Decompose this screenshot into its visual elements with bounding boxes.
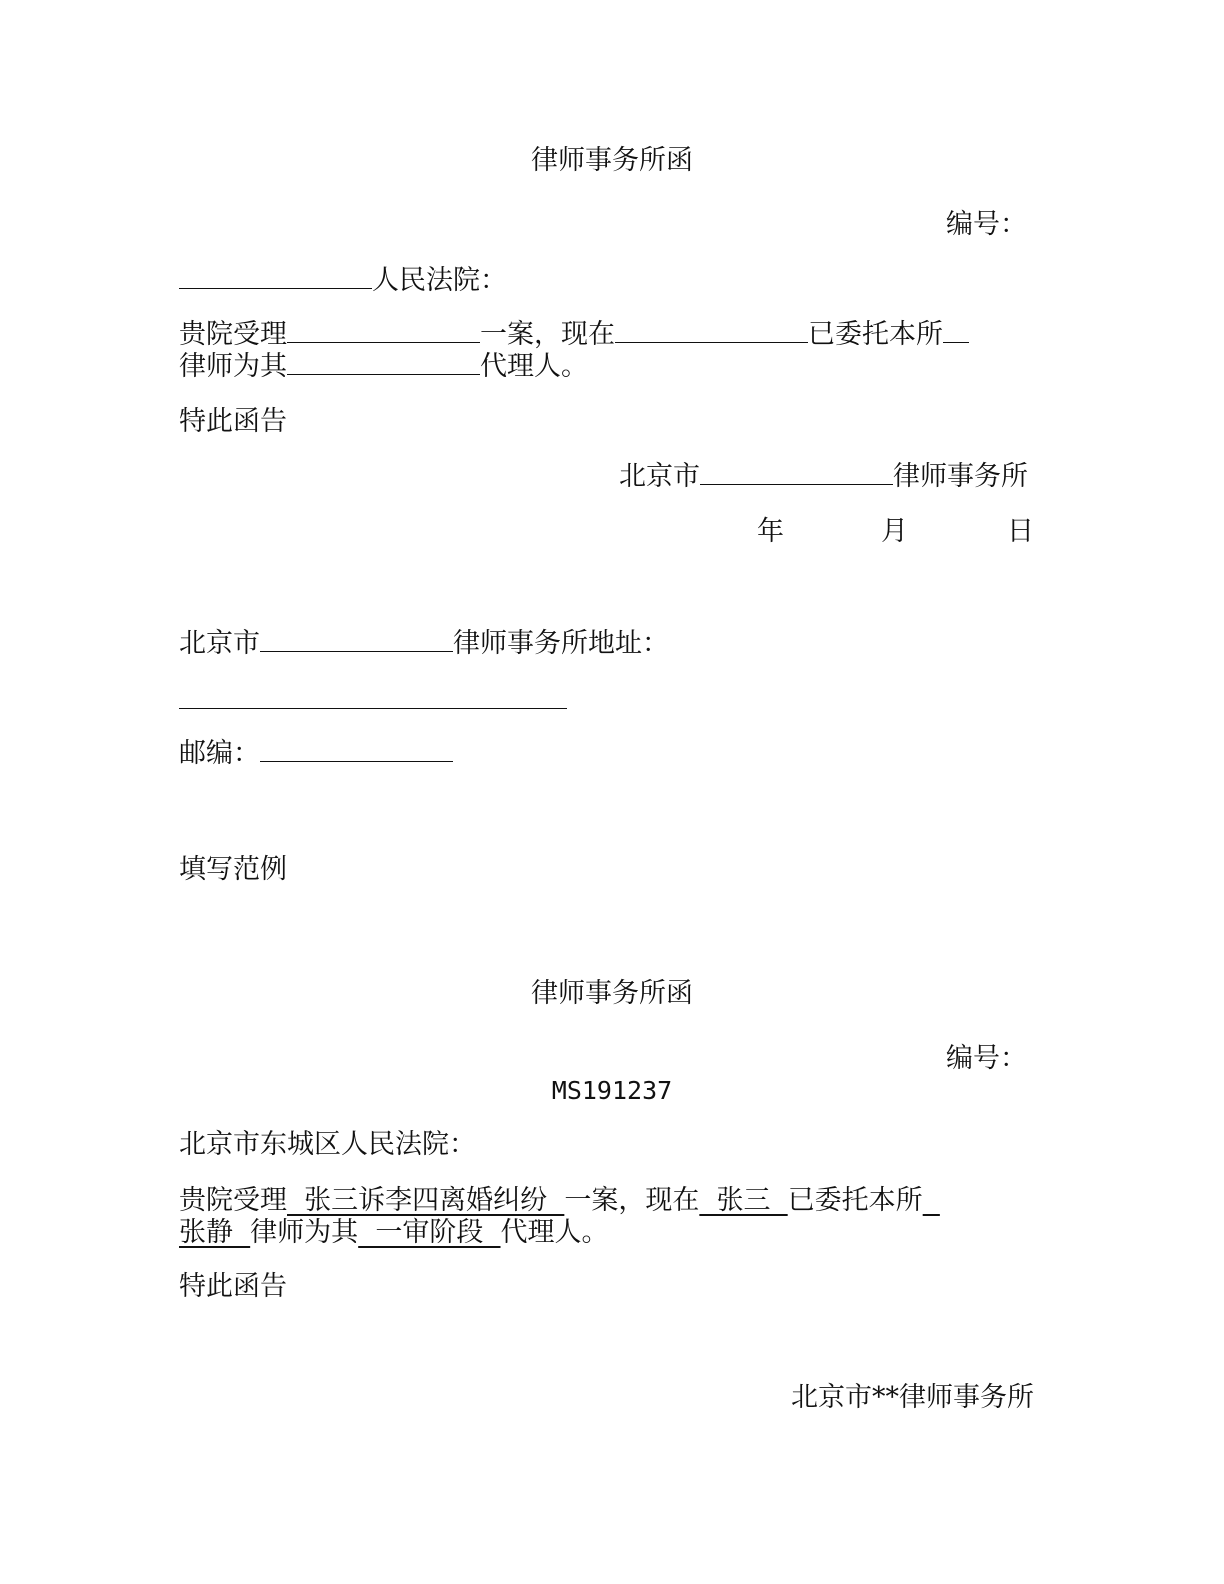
template-title: 律师事务所函 xyxy=(531,145,693,176)
example-number-label: 编号： xyxy=(946,1043,1027,1074)
example-court: 北京市东城区人民法院： xyxy=(179,1129,476,1160)
case-blank[interactable] xyxy=(287,318,480,343)
example-body-prefix: 贵院受理 xyxy=(179,1185,287,1216)
template-court-line xyxy=(179,264,507,298)
example-trail xyxy=(923,1185,940,1216)
template-closing: 特此函告 xyxy=(179,406,287,437)
court-name-blank[interactable] xyxy=(179,264,372,289)
body-prefix: 贵院受理 xyxy=(179,319,287,350)
address-blank[interactable] xyxy=(179,708,567,709)
stage-blank[interactable] xyxy=(287,350,480,375)
postcode-blank[interactable] xyxy=(260,737,453,762)
example-body-line1 xyxy=(179,1184,940,1218)
address-prefix: 北京市 xyxy=(179,628,260,659)
date-year: 年 xyxy=(757,516,784,547)
example-body-line2 xyxy=(179,1216,609,1250)
example-lawyer: 张静 xyxy=(179,1217,251,1248)
signature-prefix: 北京市 xyxy=(619,461,700,492)
body2-suffix: 代理人。 xyxy=(480,351,588,382)
postcode-label: 邮编： xyxy=(179,738,260,769)
date-month: 月 xyxy=(881,516,908,547)
example-stage: 一审阶段 xyxy=(358,1217,501,1248)
template-number-label: 编号： xyxy=(946,209,1027,240)
example-closing: 特此函告 xyxy=(179,1271,287,1302)
example-body2-suffix: 代理人。 xyxy=(500,1217,609,1248)
firm-name-blank[interactable] xyxy=(700,460,893,485)
template-signature xyxy=(619,460,1028,494)
example-body2-mid: 律师为其 xyxy=(250,1217,359,1248)
body-mid2: 已委托本所 xyxy=(808,319,943,350)
date-day: 日 xyxy=(1007,516,1034,547)
address-line xyxy=(179,627,669,661)
example-heading: 填写范例 xyxy=(179,854,287,885)
body-mid1: 一案，现在 xyxy=(480,319,615,350)
example-signature: 北京市**律师事务所 xyxy=(791,1382,1034,1413)
example-body-mid2: 已委托本所 xyxy=(787,1185,923,1216)
template-body-line1 xyxy=(179,318,969,352)
address-firm-blank[interactable] xyxy=(260,627,453,652)
postcode-line xyxy=(179,737,453,771)
signature-suffix: 律师事务所 xyxy=(893,461,1028,492)
template-body-line2 xyxy=(179,350,588,384)
address-suffix: 律师事务所地址： xyxy=(453,628,669,659)
client-blank[interactable] xyxy=(615,318,808,343)
example-body-mid1: 一案，现在 xyxy=(564,1185,700,1216)
example-case: 张三诉李四离婚纠纷 xyxy=(287,1185,565,1216)
example-client: 张三 xyxy=(699,1185,788,1216)
lawyer-blank-start[interactable] xyxy=(943,318,969,343)
example-title: 律师事务所函 xyxy=(531,978,693,1009)
example-number-value: MS191237 xyxy=(551,1076,673,1105)
court-suffix: 人民法院： xyxy=(372,265,507,296)
body2-prefix: 律师为其 xyxy=(179,351,287,382)
